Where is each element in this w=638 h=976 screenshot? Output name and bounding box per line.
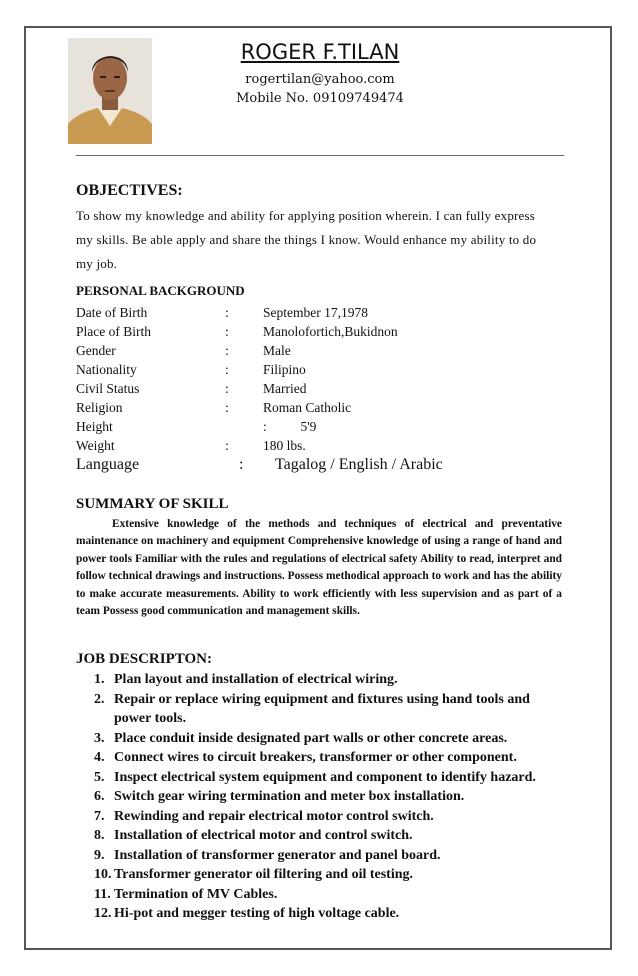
list-item <box>94 885 564 905</box>
row-value: Male <box>263 343 291 358</box>
item-text: Inspect electrical system equipment and component to identify hazard. <box>114 769 536 785</box>
row-colon: : <box>225 305 229 320</box>
objectives-text <box>76 204 568 276</box>
job-description-heading: JOB DESCRIPTON: <box>76 651 212 667</box>
row-label: Language <box>76 456 140 473</box>
item-number: 3. <box>94 730 105 746</box>
row-label: Weight <box>76 438 115 453</box>
row-value: Filipino <box>263 362 306 377</box>
list-item <box>94 826 564 846</box>
row-label: Place of Birth <box>76 324 151 339</box>
item-number: 11. <box>94 886 111 902</box>
list-item <box>94 690 564 729</box>
personal-row-civil-status <box>76 381 568 400</box>
item-text: Transformer generator oil filtering and oil testing. <box>114 867 414 882</box>
row-label: Gender <box>76 343 116 358</box>
objectives-heading: OBJECTIVES: <box>76 182 183 199</box>
personal-row-place-of-birth <box>76 324 568 343</box>
personal-background-heading: PERSONAL BACKGROUND <box>76 283 245 298</box>
list-item <box>94 904 564 924</box>
row-value: 180 lbs. <box>263 438 306 453</box>
item-text: Repair or replace wiring equipment and fixtures using hand tools and power tools. <box>114 691 530 726</box>
personal-row-date-of-birth <box>76 305 568 324</box>
item-text: Plan layout and installation of electrical wiring. <box>114 672 398 687</box>
item-number: 1. <box>94 672 105 687</box>
row-colon: : <box>225 438 229 453</box>
item-number: 6. <box>94 789 105 804</box>
row-label: Height <box>76 419 113 434</box>
list-item <box>94 670 564 690</box>
item-number: 2. <box>94 691 105 707</box>
row-label: Nationality <box>76 362 137 377</box>
item-number: 10. <box>94 867 112 882</box>
row-colon: : <box>225 343 229 358</box>
objectives-line: my job. <box>76 256 118 271</box>
row-value: : 5'9 <box>263 419 317 434</box>
item-text: Connect wires to circuit breakers, transformer or other component. <box>114 750 517 765</box>
job-description-list <box>94 670 564 924</box>
list-item <box>94 748 564 768</box>
row-label: Religion <box>76 400 123 415</box>
candidate-name: ROGER F.TILAN <box>240 40 400 64</box>
list-item <box>94 846 564 866</box>
item-text: Termination of MV Cables. <box>114 886 278 902</box>
objectives-line: To show my knowledge and ability for applying position wherein. I can fully express <box>76 208 536 223</box>
profile-photo <box>68 38 152 144</box>
personal-row-language <box>76 456 568 478</box>
row-colon: : <box>239 456 244 473</box>
row-label: Civil Status <box>76 381 140 396</box>
item-text: Hi-pot and megger testing of high voltage cable. <box>114 906 400 921</box>
item-number: 4. <box>94 750 105 765</box>
summary-text: Extensive knowledge of the methods and techniques of electrical and preventative maintenance on machinery and equipment Comprehensive knowledge of using a range of hand and power tools Familiar with the rules and regulations of electrical safety Ability to read, interpret and follow technical drawings and instructions. Possess methodical approach to work and has the ability to make accurate measurements. Ability to work efficiently with less supervision and as part of a team Possess good communication and management skills. <box>76 518 562 618</box>
summary-heading: SUMMARY OF SKILL <box>76 496 229 512</box>
item-number: 12. <box>94 906 112 921</box>
item-number: 9. <box>94 847 105 863</box>
row-value: Manolofortich,Bukidnon <box>263 324 398 339</box>
personal-row-weight <box>76 438 568 457</box>
row-colon: : <box>225 362 229 377</box>
item-text: Installation of transformer generator and panel board. <box>114 847 441 863</box>
item-number: 7. <box>94 808 105 824</box>
item-number: 5. <box>94 769 105 785</box>
row-value: Roman Catholic <box>263 400 352 415</box>
personal-row-height <box>76 419 568 438</box>
row-value: September 17,1978 <box>263 305 368 320</box>
list-item <box>94 865 564 885</box>
row-value: Tagalog / English / Arabic <box>275 456 443 473</box>
personal-row-gender <box>76 343 568 362</box>
item-number: 8. <box>94 828 105 843</box>
item-text: Place conduit inside designated part walls or other concrete areas. <box>114 730 508 746</box>
list-item <box>94 807 564 827</box>
personal-row-religion <box>76 400 568 419</box>
list-item <box>94 787 564 807</box>
mobile-number: Mobile No. 09109749474 <box>236 91 404 106</box>
row-value: Married <box>263 381 307 396</box>
person-portrait-image <box>68 38 152 144</box>
row-colon: : <box>225 324 229 339</box>
row-colon: : <box>225 400 229 415</box>
objectives-line: my skills. Be able apply and share the things I know. Would enhance my ability to do <box>76 232 537 247</box>
row-label: Date of Birth <box>76 305 148 320</box>
email-address: rogertilan@yahoo.com <box>245 72 395 87</box>
list-item <box>94 729 564 749</box>
item-text: Rewinding and repair electrical motor control switch. <box>114 808 434 824</box>
row-colon: : <box>225 381 229 396</box>
item-text: Switch gear wiring termination and meter box installation. <box>114 789 465 804</box>
item-text: Installation of electrical motor and control switch. <box>114 828 413 843</box>
list-item <box>94 768 564 788</box>
personal-row-nationality <box>76 362 568 381</box>
header-divider <box>76 155 564 156</box>
